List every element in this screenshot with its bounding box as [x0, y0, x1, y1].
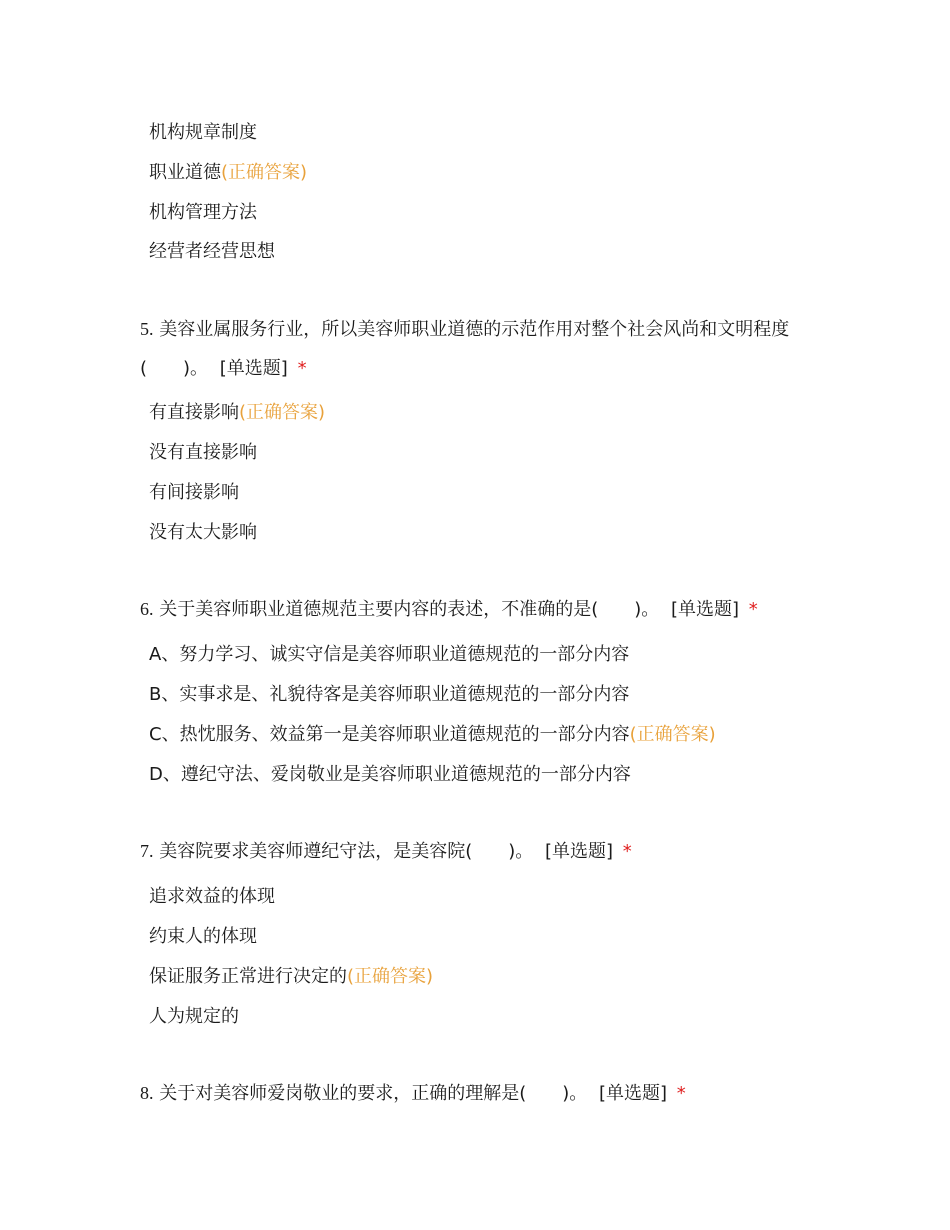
option-text: 追求效益的体现	[149, 886, 275, 907]
option-text: 经营者经营思想	[149, 241, 275, 262]
option-5-3	[149, 481, 239, 505]
option-6-c	[149, 723, 716, 747]
option-6-b	[149, 683, 629, 707]
question-8	[140, 1074, 830, 1113]
question-6	[140, 590, 830, 629]
question-type: [单选题]	[219, 358, 288, 379]
correct-answer-label: (正确答案)	[239, 402, 326, 423]
option-text: 有直接影响	[149, 402, 239, 423]
option-text: B、实事求是、礼貌待客是美容师职业道德规范的一部分内容	[149, 684, 630, 705]
required-mark: *	[622, 841, 632, 862]
option-prev-3	[149, 201, 257, 225]
option-text: C、热忱服务、效益第一是美容师职业道德规范的一部分内容	[149, 724, 630, 745]
question-number: 7.	[140, 841, 154, 861]
required-mark: *	[676, 1083, 686, 1104]
correct-answer-label: (正确答案)	[347, 966, 434, 987]
required-mark: *	[297, 358, 307, 379]
question-text: 关于对美容师爱岗敬业的要求，正确的理解是( )。	[159, 1083, 588, 1104]
option-prev-4	[149, 240, 275, 264]
correct-answer-label: (正确答案)	[221, 162, 308, 183]
question-text: 美容业属服务行业，所以美容师职业道德的示范作用对整个社会风尚和文明程度( )。	[140, 319, 790, 379]
option-text: 约束人的体现	[149, 926, 257, 947]
option-5-4	[149, 521, 257, 545]
option-7-3	[149, 965, 433, 989]
option-prev-1	[149, 121, 257, 145]
option-prev-2	[149, 161, 307, 185]
required-mark: *	[748, 599, 758, 620]
question-text: 美容院要求美容师遵纪守法，是美容院( )。	[159, 841, 534, 862]
question-type: [单选题]	[599, 1083, 668, 1104]
question-number: 5.	[140, 319, 154, 339]
option-7-2	[149, 925, 257, 949]
option-5-1	[149, 401, 325, 425]
option-text: 职业道德	[149, 162, 221, 183]
option-text: 没有太大影响	[149, 522, 257, 543]
question-type: [单选题]	[671, 599, 740, 620]
option-text: 保证服务正常进行决定的	[149, 966, 347, 987]
option-text: 人为规定的	[149, 1006, 239, 1027]
option-5-2	[149, 441, 257, 465]
correct-answer-label: (正确答案)	[629, 724, 716, 745]
option-7-1	[149, 885, 275, 909]
question-5	[140, 310, 830, 388]
option-text: 机构管理方法	[149, 202, 257, 223]
question-type: [单选题]	[545, 841, 614, 862]
option-text: 有间接影响	[149, 482, 239, 503]
option-6-d	[149, 763, 631, 787]
question-number: 8.	[140, 1083, 154, 1103]
option-text: A、努力学习、诚实守信是美容师职业道德规范的一部分内容	[149, 644, 630, 665]
option-7-4	[149, 1005, 239, 1029]
question-7	[140, 832, 830, 871]
option-text: 没有直接影响	[149, 442, 257, 463]
option-text: 机构规章制度	[149, 122, 257, 143]
option-6-a	[149, 643, 629, 667]
option-text: D、遵纪守法、爱岗敬业是美容师职业道德规范的一部分内容	[149, 764, 631, 785]
question-text: 关于美容师职业道德规范主要内容的表述，不准确的是( )。	[159, 599, 660, 620]
question-number: 6.	[140, 599, 154, 619]
